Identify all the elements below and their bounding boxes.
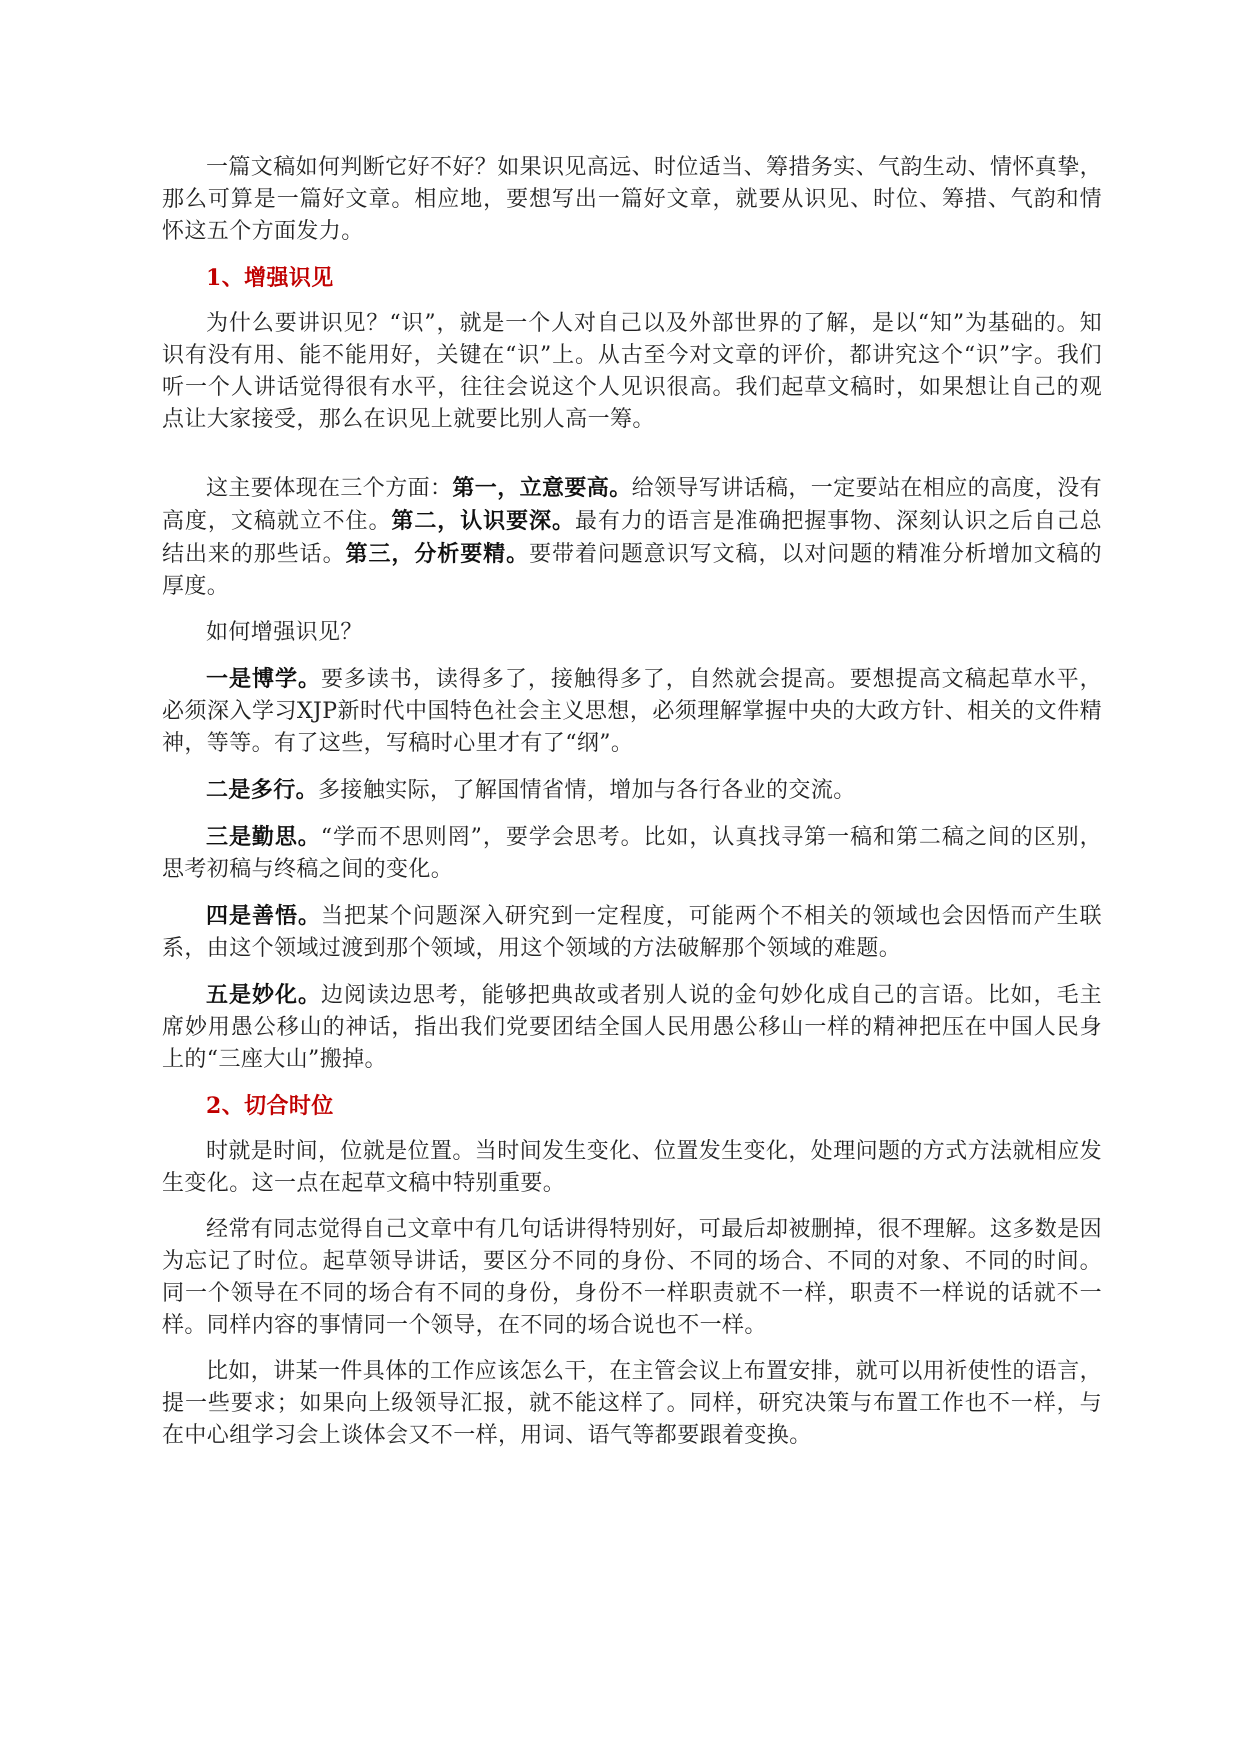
method-item-bold: 一是博学。 xyxy=(206,666,321,692)
section2-paragraph-2: 经常有同志觉得自己文章中有几句话讲得特别好，可最后却被删掉，很不理解。这多数是因为忘记了时位。起草领导讲话，要区分不同的身份、不同的场合、不同的对象、不同的时间。同一个领导在不同的场合有不同的身份，身份不一样职责就不一样，职责不一样说的话就不一样。同样内容的事情同一个领导，在不同的场合说也不一样。 xyxy=(162,1217,1103,1338)
section2-paragraph-1: 时就是时间，位就是位置。当时间发生变化、位置发生变化，处理问题的方式方法就相应发生变化。这一点在起草文稿中特别重要。 xyxy=(162,1139,1103,1196)
method-item-text: 边阅读边思考，能够把典故或者别人说的金句妙化成自己的言语。比如，毛主席妙用愚公移山的神话，指出我们党要团结全国人民用愚公移山一样的精神把压在中国人民身上的“三座大山”搬掉。 xyxy=(162,983,1102,1072)
method-item-text: 当把某个问题深入研究到一定程度，可能两个不相关的领域也会因悟而产生联系，由这个领域过渡到那个领域，用这个领域的方法破解那个领域的难题。 xyxy=(162,904,1102,961)
intro-paragraph: 一篇文稿如何判断它好不好？如果识见高远、时位适当、筹措务实、气韵生动、情怀真挚，那么可算是一篇好文章。相应地，要想写出一篇好文章，就要从识见、时位、筹措、气韵和情怀这五个方面发力。 xyxy=(162,155,1103,244)
section2-heading: 2、切合时位 xyxy=(206,1093,334,1119)
p2-lead: 这主要体现在三个方面： xyxy=(206,476,453,501)
section1-paragraph-1: 为什么要讲识见？“识”，就是一个人对自己以及外部世界的了解，是以“知”为基础的。知识有没有用、能不能用好，关键在“识”上。从古至今对文章的评价，都讲究这个“识”字。我们听一个人讲话觉得很有水平，往往会说这个人见识很高。我们起草文稿时，如果想让自己的观点让大家接受，那么在识见上就要比别人高一筹。 xyxy=(162,311,1102,432)
point-2-bold: 第二，认识要深。 xyxy=(391,508,575,534)
document-page xyxy=(162,152,1102,1466)
section1-question: 如何增强识见？ xyxy=(206,620,363,645)
section1-paragraph-2 xyxy=(162,472,1102,603)
point-2-text: 最有力的语言是准确把握事物、深刻认识之后自己总结出来的那些话。 xyxy=(162,509,1103,567)
method-item xyxy=(162,821,1102,886)
method-item xyxy=(162,979,1102,1076)
method-item-text: 多接触实际，了解国情省情，增加与各行各业的交流。 xyxy=(318,778,856,803)
section1-heading: 1、增强识见 xyxy=(206,265,334,291)
section2-paragraph-3: 比如，讲某一件具体的工作应该怎么干，在主管会议上布置安排，就可以用祈使性的语言，提一些要求；如果向上级领导汇报，就不能这样了。同样，研究决策与布置工作也不一样，与在中心组学习会上谈体会又不一样，用词、语气等都要跟着变换。 xyxy=(162,1359,1103,1448)
method-item-bold: 三是勤思。 xyxy=(206,824,321,850)
point-1-text: 给领导写讲话稿，一定要站在相应的高度，没有高度，文稿就立不住。 xyxy=(162,476,1103,534)
method-item xyxy=(162,663,1102,760)
method-item-bold: 二是多行。 xyxy=(206,777,319,803)
method-item xyxy=(162,774,1102,807)
method-item-text: “学而不思则罔”，要学会思考。比如，认真找寻第一稿和第二稿之间的区别，思考初稿与终稿之间的变化。 xyxy=(162,825,1102,882)
method-item xyxy=(162,900,1102,965)
method-item-bold: 四是善悟。 xyxy=(206,903,321,929)
method-item-bold: 五是妙化。 xyxy=(206,982,321,1008)
point-1-bold: 第一，立意要高。 xyxy=(452,475,632,501)
method-item-text: 要多读书，读得多了，接触得多了，自然就会提高。要想提高文稿起草水平，必须深入学习XJP新时代中国特色社会主义思想，必须理解掌握中央的大政方针、相关的文件精神，等等。有了这些，写稿时心里才有了“纲”。 xyxy=(162,667,1102,756)
point-3-bold: 第三，分析要精。 xyxy=(345,541,530,567)
point-3-text: 要带着问题意识写文稿，以对问题的精准分析增加文稿的厚度。 xyxy=(162,542,1103,599)
